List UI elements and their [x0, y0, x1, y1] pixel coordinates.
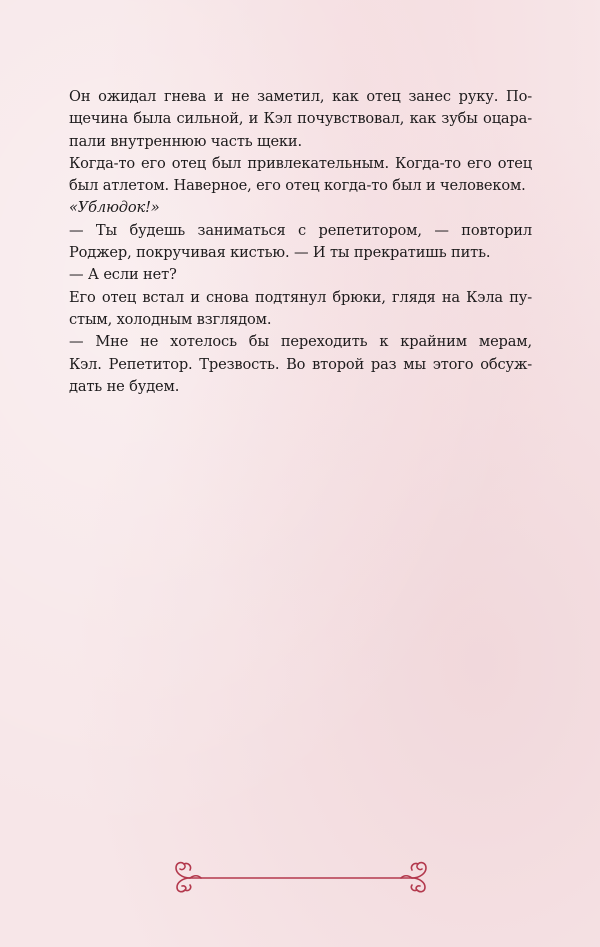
- paragraph: [69, 287, 532, 332]
- text-line: — Мне не хотелось бы переходить к крайним мерам,: [69, 333, 532, 351]
- text-line: был атлетом. Наверное, его отец когда-то был и человеком.: [69, 177, 526, 195]
- text-line: щечина была сильной, и Кэл почувствовал, как зубы оцара-: [69, 110, 532, 128]
- text-line: «Ублюдок!»: [69, 199, 160, 217]
- paragraph-italic: [69, 197, 532, 219]
- paragraph: [69, 331, 532, 398]
- text-line: стым, холодным взглядом.: [69, 310, 272, 328]
- text-line: дать не будем.: [69, 377, 180, 395]
- text-line: Он ожидал гнева и не заметил, как отец занес руку. По-: [69, 88, 532, 105]
- decorative-flourish-divider-icon: [170, 860, 432, 894]
- text-line: пали внутреннюю часть щеки.: [69, 132, 302, 150]
- text-line: Кэл. Репетитор. Трезвость. Во второй раз мы этого обсуж-: [69, 355, 532, 373]
- text-line: Когда-то его отец был привлекательным. Когда-то его отец: [69, 154, 532, 172]
- paragraph: [69, 86, 532, 153]
- text-line: — А если нет?: [69, 266, 177, 284]
- paragraph: [69, 153, 532, 198]
- text-line: — Ты будешь заниматься с репетитором, — повторил: [69, 221, 532, 239]
- body-text: [69, 86, 532, 398]
- text-line: Его отец встал и снова подтянул брюки, глядя на Кэла пу-: [69, 288, 532, 306]
- text-line: Роджер, покручивая кистью. — И ты прекратишь пить.: [69, 244, 491, 262]
- paragraph: [69, 220, 532, 265]
- paragraph: [69, 264, 532, 286]
